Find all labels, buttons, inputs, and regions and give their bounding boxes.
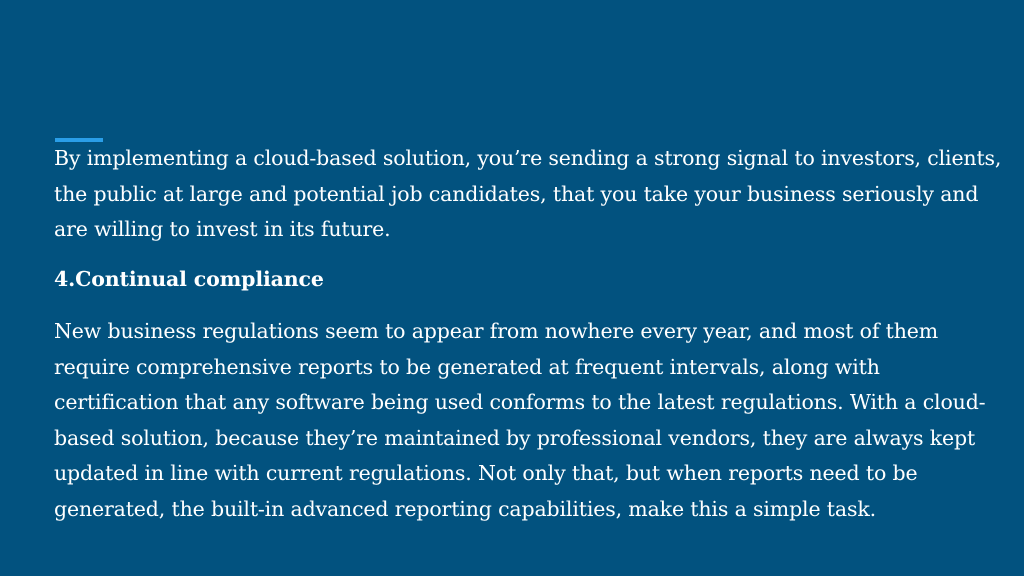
slide-content (54, 141, 1004, 527)
body-paragraph: New business regulations seem to appear from nowhere every year, and most of them require comprehensive reports to be generated at frequent intervals, along with certification that any software being used conforms to the latest regulations. With a cloud-based solution, because they’re maintained by professional vendors, they are always kept updated in line with current regulations. Not only that, but when reports need to be generated, the built-in advanced reporting capabilities, make this a simple task. (54, 319, 986, 521)
intro-paragraph: By implementing a cloud-based solution, you’re sending a strong signal to investors, clients, the public at large and potential job candidates, that you take your business seriously and are willing to invest in its future. (54, 146, 1002, 241)
section-heading: 4.Continual compliance (54, 266, 324, 291)
